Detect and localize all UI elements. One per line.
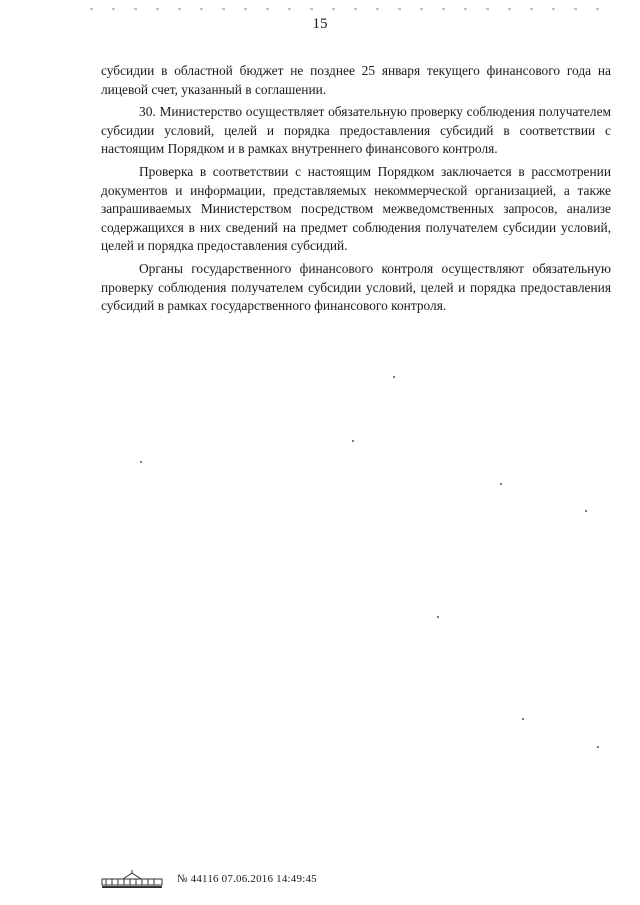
registration-stamp: № 44116 07.06.2016 14:49:45	[177, 873, 317, 885]
scan-speck	[585, 510, 587, 512]
scan-speck	[597, 746, 599, 748]
scan-speck	[500, 483, 502, 485]
document-footer	[101, 868, 317, 890]
paragraph-item-30: 30. Министерство осуществляет обязательную проверку соблюдения получателем субсидии условий, целей и порядка предоставления субсидий в соответствии с настоящим Порядком и в рамках внутреннего финансового контроля.	[101, 104, 611, 157]
scan-speck	[352, 440, 354, 442]
paragraph-state-control: Органы государственного финансового контроля осуществляют обязательную проверку соблюдения получателем субсидии условий, целей и порядка предоставления субсидий в рамках государственного финансового контроля.	[101, 260, 611, 314]
page-number: 15	[312, 16, 328, 32]
paragraph-verification: Проверка в соответствии с настоящим Порядком заключается в рассмотрении документов и информации, представляемых некоммерческой организацией, а также запрашиваемых Министерством посредством межведомственных запросов, анализе содержащихся в них сведений на предмет соблюдения получателем субсидии условий, целей и порядка предоставления субсидий.	[101, 163, 611, 254]
paragraph-continuation: субсидии в областной бюджет не позднее 25 января текущего финансового года на лицевой счет, указанный в соглашении.	[101, 63, 611, 97]
scan-speck	[522, 718, 524, 720]
document-body	[101, 62, 611, 320]
scan-speck	[140, 461, 142, 463]
scan-speck	[437, 616, 439, 618]
scan-speck	[393, 376, 395, 378]
government-building-logo-icon	[101, 869, 163, 889]
scan-edge-artifact	[90, 8, 610, 10]
